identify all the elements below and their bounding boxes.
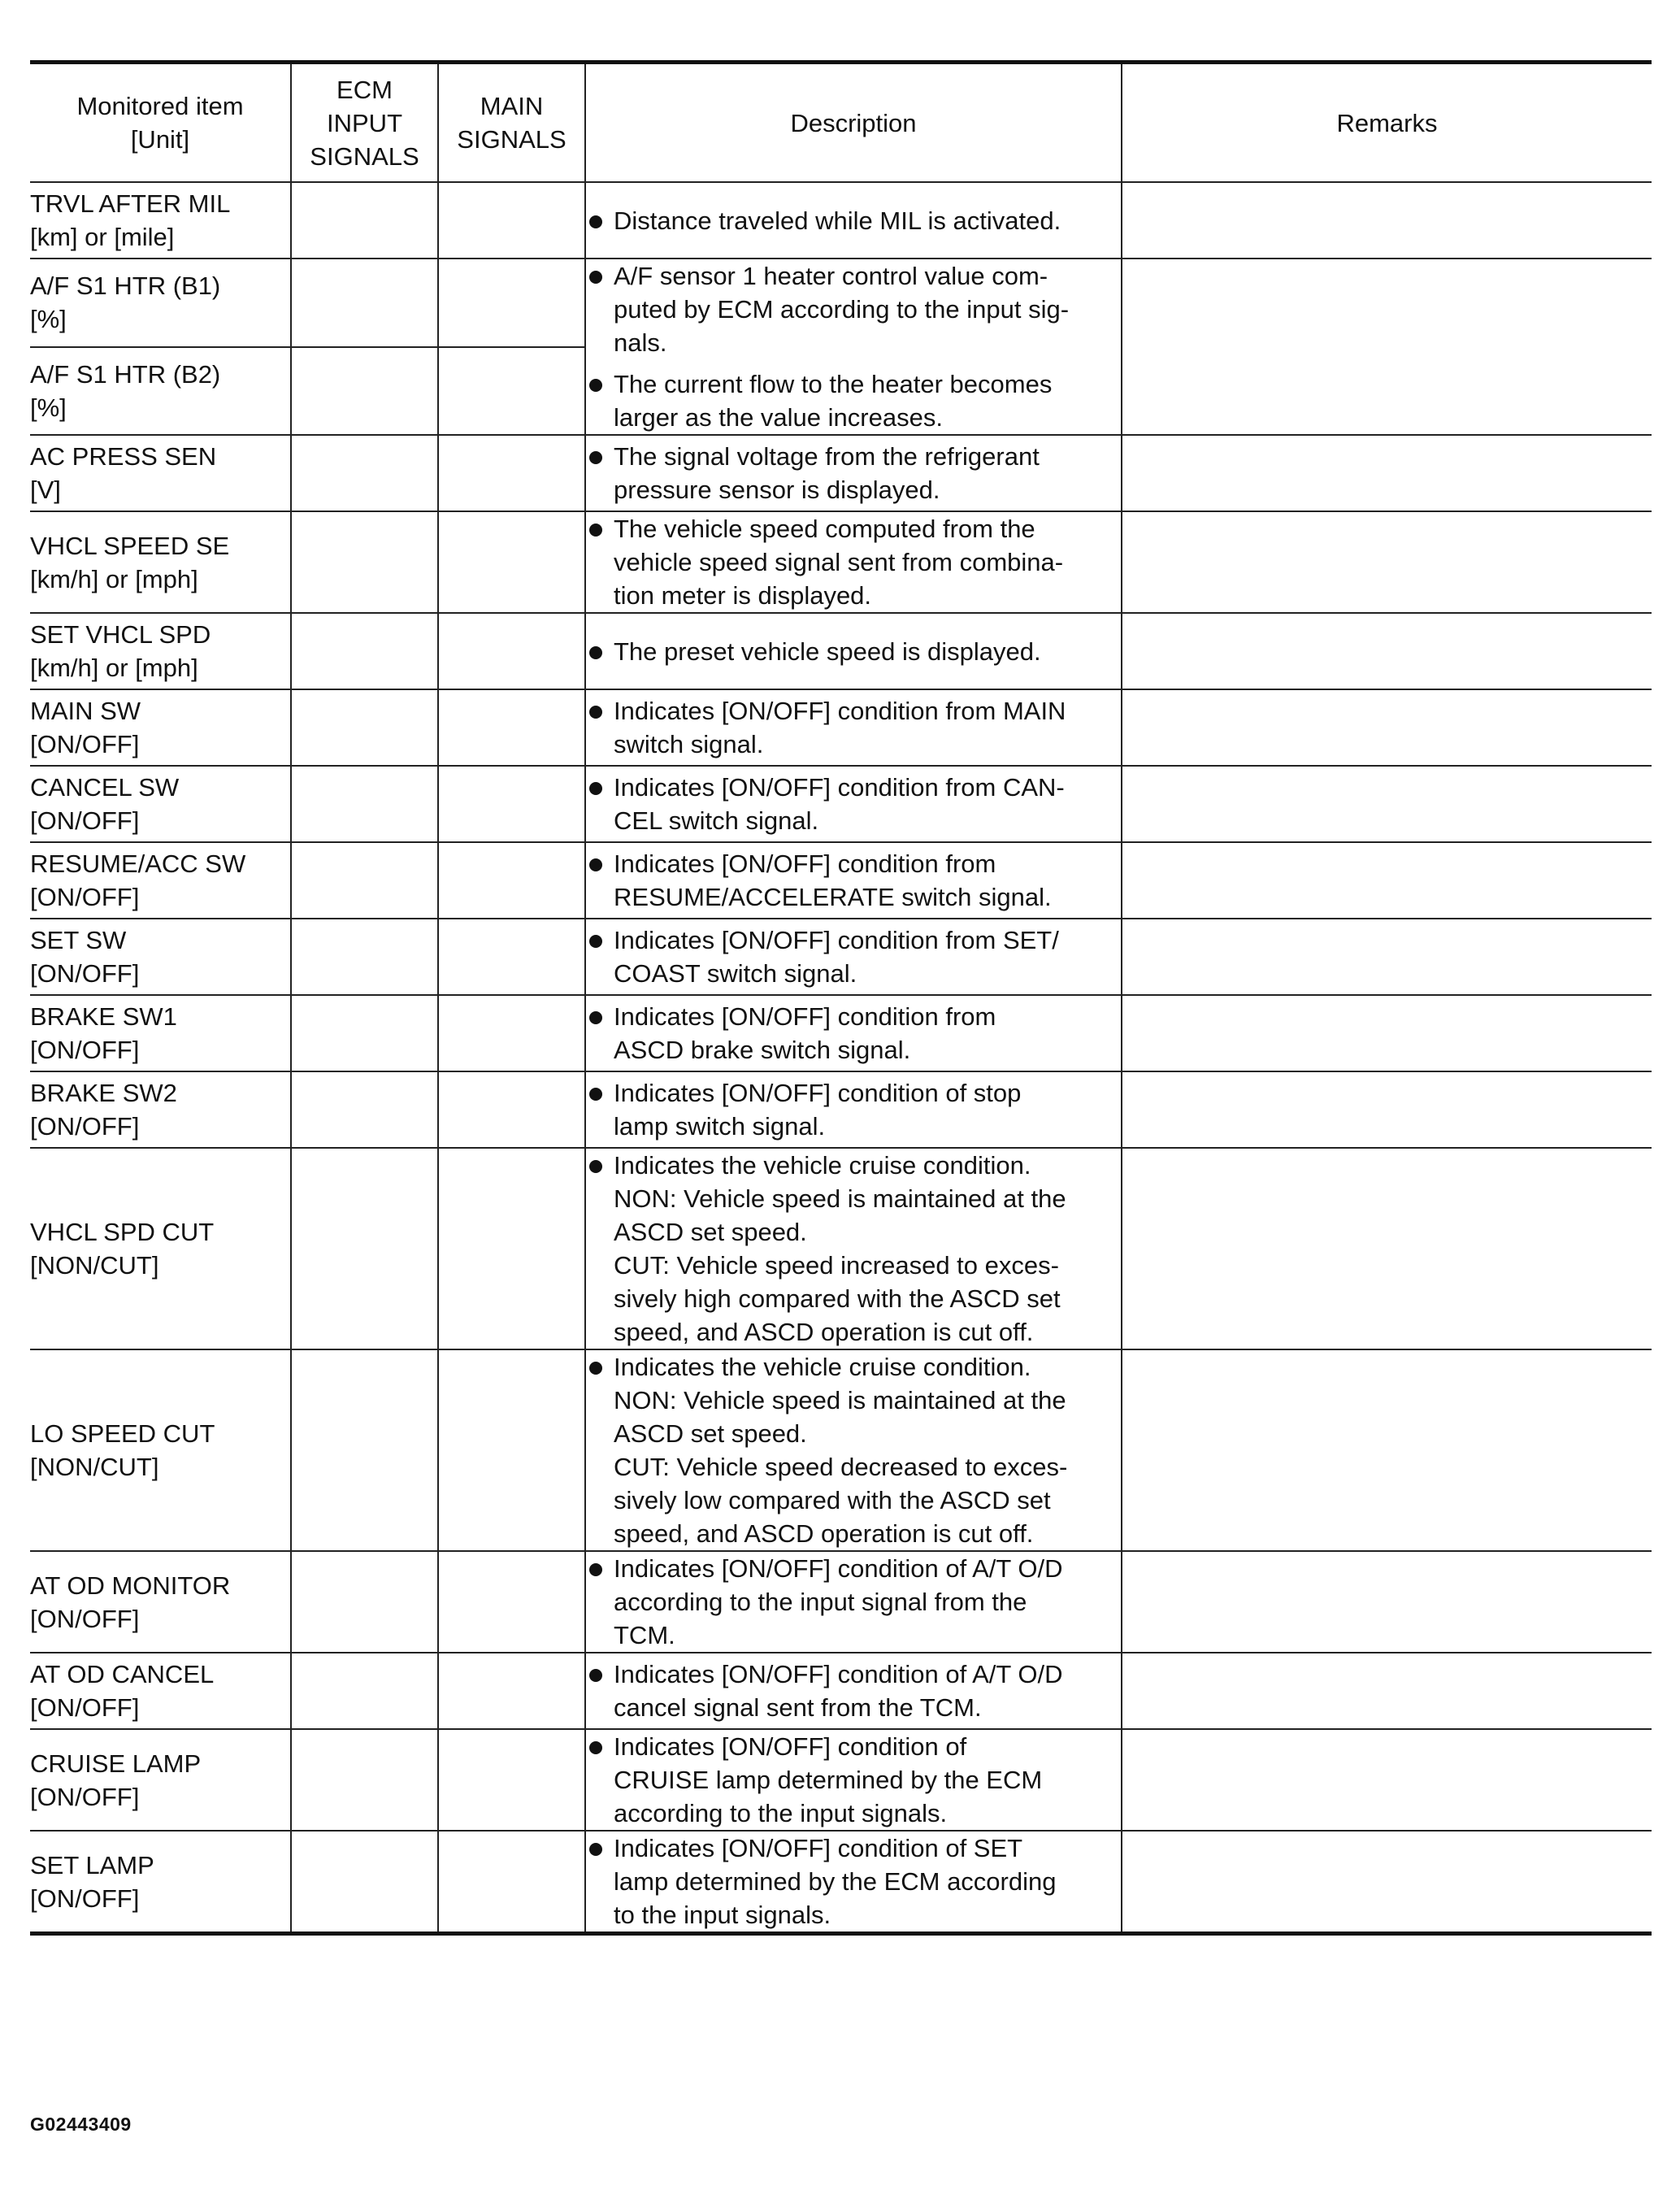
bullet-dot-icon — [589, 858, 602, 871]
main-signals-cell — [438, 182, 585, 259]
description-cell — [585, 919, 1122, 995]
bullet-dot-icon — [589, 215, 602, 228]
monitored-item-cell: AC PRESS SEN [V] — [30, 435, 291, 511]
bullet-dot-icon — [589, 706, 602, 719]
description-text: The vehicle speed computed from the vehicle speed signal sent from combina- tion meter is displayed. — [614, 515, 1064, 610]
header-remarks: Remarks — [1122, 63, 1652, 183]
bullet-dot-icon — [589, 524, 602, 537]
table-body — [30, 182, 1652, 1934]
bullet-dot-icon — [589, 1088, 602, 1101]
description-cell — [585, 689, 1122, 766]
main-signals-cell — [438, 1831, 585, 1934]
remarks-cell — [1122, 613, 1652, 689]
main-signals-cell — [438, 1349, 585, 1551]
header-description: Description — [585, 63, 1122, 183]
header-main-signals: MAIN SIGNALS — [438, 63, 585, 183]
table-row — [30, 1831, 1652, 1934]
table-row — [30, 435, 1652, 511]
remarks-cell — [1122, 842, 1652, 919]
description-bullet — [586, 635, 1121, 668]
table-row — [30, 182, 1652, 259]
table-row — [30, 1653, 1652, 1729]
description-text: The signal voltage from the refrigerant pressure sensor is displayed. — [614, 442, 1040, 504]
bullet-dot-icon — [589, 1563, 602, 1576]
monitored-item-cell: CRUISE LAMP [ON/OFF] — [30, 1729, 291, 1831]
main-signals-cell — [438, 435, 585, 511]
monitored-item-cell: SET VHCL SPD [km/h] or [mph] — [30, 613, 291, 689]
remarks-cell — [1122, 435, 1652, 511]
main-signals-cell — [438, 995, 585, 1071]
description-bullet — [586, 1730, 1121, 1830]
description-cell — [585, 1551, 1122, 1653]
table-row — [30, 1349, 1652, 1551]
monitored-item-cell: TRVL AFTER MIL [km] or [mile] — [30, 182, 291, 259]
table-row — [30, 1551, 1652, 1653]
description-bullet — [586, 440, 1121, 506]
remarks-cell — [1122, 1653, 1652, 1729]
ecm-input-cell — [291, 347, 438, 436]
description-cell — [585, 435, 1122, 511]
remarks-cell — [1122, 1349, 1652, 1551]
main-signals-cell — [438, 1653, 585, 1729]
table-row — [30, 995, 1652, 1071]
bullet-dot-icon — [589, 1843, 602, 1856]
table-row — [30, 259, 1652, 347]
description-bullet — [586, 1076, 1121, 1143]
description-bullet — [586, 1000, 1121, 1067]
ecm-input-cell — [291, 995, 438, 1071]
remarks-cell — [1122, 182, 1652, 259]
description-cell — [585, 1071, 1122, 1148]
remarks-cell — [1122, 766, 1652, 842]
monitored-item-cell: BRAKE SW2 [ON/OFF] — [30, 1071, 291, 1148]
ecm-input-cell — [291, 259, 438, 347]
description-text: Indicates [ON/OFF] condition of A/T O/D cancel signal sent from the TCM. — [614, 1660, 1063, 1722]
monitored-item-cell: A/F S1 HTR (B1) [%] — [30, 259, 291, 347]
ecm-input-cell — [291, 1551, 438, 1653]
description-cell — [585, 259, 1122, 435]
ecm-input-cell — [291, 182, 438, 259]
ecm-input-cell — [291, 1349, 438, 1551]
remarks-cell — [1122, 1729, 1652, 1831]
description-bullet — [586, 512, 1121, 612]
table-row — [30, 766, 1652, 842]
description-bullet — [586, 1658, 1121, 1724]
description-bullet — [586, 204, 1121, 237]
description-cell — [585, 1729, 1122, 1831]
ecm-input-cell — [291, 511, 438, 613]
description-text: Indicates [ON/OFF] condition from MAIN switch signal. — [614, 697, 1066, 758]
bullet-dot-icon — [589, 1362, 602, 1375]
description-cell — [585, 842, 1122, 919]
monitored-item-cell: A/F S1 HTR (B2) [%] — [30, 347, 291, 436]
monitored-item-cell: AT OD MONITOR [ON/OFF] — [30, 1551, 291, 1653]
main-signals-cell — [438, 842, 585, 919]
monitored-item-cell: MAIN SW [ON/OFF] — [30, 689, 291, 766]
description-text: Indicates [ON/OFF] condition from ASCD brake switch signal. — [614, 1002, 996, 1064]
main-signals-cell — [438, 1729, 585, 1831]
figure-id: G02443409 — [30, 2114, 132, 2135]
description-bullet — [586, 771, 1121, 837]
table-row — [30, 1729, 1652, 1831]
header-ecm-input-signals: ECM INPUT SIGNALS — [291, 63, 438, 183]
remarks-cell — [1122, 1831, 1652, 1934]
description-bullet — [586, 694, 1121, 761]
ecm-input-cell — [291, 689, 438, 766]
bullet-dot-icon — [589, 379, 602, 392]
monitored-item-cell: VHCL SPD CUT [NON/CUT] — [30, 1148, 291, 1349]
main-signals-cell — [438, 259, 585, 347]
description-bullet — [586, 259, 1121, 359]
description-text: Indicates [ON/OFF] condition of stop lamp switch signal. — [614, 1079, 1022, 1141]
monitored-item-cell: LO SPEED CUT [NON/CUT] — [30, 1349, 291, 1551]
bullet-dot-icon — [589, 782, 602, 795]
description-cell — [585, 511, 1122, 613]
monitor-item-table — [30, 60, 1652, 1936]
description-text: Distance traveled while MIL is activated. — [614, 206, 1061, 235]
ecm-input-cell — [291, 435, 438, 511]
main-signals-cell — [438, 1071, 585, 1148]
monitored-item-cell: RESUME/ACC SW [ON/OFF] — [30, 842, 291, 919]
main-signals-cell — [438, 1148, 585, 1349]
description-cell — [585, 995, 1122, 1071]
ecm-input-cell — [291, 613, 438, 689]
description-text: Indicates [ON/OFF] condition from SET/ COAST switch signal. — [614, 926, 1059, 988]
table-row — [30, 1148, 1652, 1349]
bullet-dot-icon — [589, 271, 602, 284]
remarks-cell — [1122, 995, 1652, 1071]
ecm-input-cell — [291, 1729, 438, 1831]
description-bullet — [586, 1832, 1121, 1931]
description-text: Indicates [ON/OFF] condition of CRUISE lamp determined by the ECM according to the input signals. — [614, 1732, 1043, 1827]
main-signals-cell — [438, 766, 585, 842]
remarks-cell — [1122, 1148, 1652, 1349]
table-row — [30, 511, 1652, 613]
main-signals-cell — [438, 1551, 585, 1653]
monitored-item-cell: CANCEL SW [ON/OFF] — [30, 766, 291, 842]
main-signals-cell — [438, 613, 585, 689]
description-text: The preset vehicle speed is displayed. — [614, 637, 1041, 666]
ecm-input-cell — [291, 1071, 438, 1148]
bullet-dot-icon — [589, 1741, 602, 1754]
monitored-item-cell: VHCL SPEED SE [km/h] or [mph] — [30, 511, 291, 613]
bullet-dot-icon — [589, 1669, 602, 1682]
bullet-dot-icon — [589, 646, 602, 659]
description-text: Indicates [ON/OFF] condition from RESUME/ACCELERATE switch signal. — [614, 849, 1052, 911]
main-signals-cell — [438, 689, 585, 766]
description-cell — [585, 766, 1122, 842]
description-cell — [585, 1653, 1122, 1729]
monitored-item-cell: AT OD CANCEL [ON/OFF] — [30, 1653, 291, 1729]
description-bullet — [586, 367, 1121, 434]
remarks-cell — [1122, 1071, 1652, 1148]
description-bullet — [586, 1149, 1121, 1349]
description-cell — [585, 1831, 1122, 1934]
ecm-input-cell — [291, 766, 438, 842]
bullet-dot-icon — [589, 451, 602, 464]
remarks-cell — [1122, 689, 1652, 766]
monitored-item-cell: SET LAMP [ON/OFF] — [30, 1831, 291, 1934]
description-text: A/F sensor 1 heater control value com- puted by ECM according to the input sig- nals. — [614, 262, 1070, 357]
description-cell — [585, 182, 1122, 259]
description-text: Indicates the vehicle cruise condition. NON: Vehicle speed is maintained at the ASCD set speed. CUT: Vehicle speed increased to exces- sively high compared with the ASCD set speed, and ASCD operation is cut off. — [614, 1151, 1066, 1346]
table-row — [30, 613, 1652, 689]
monitored-item-cell: BRAKE SW1 [ON/OFF] — [30, 995, 291, 1071]
main-signals-cell — [438, 919, 585, 995]
description-bullet — [586, 923, 1121, 990]
description-bullet — [586, 1552, 1121, 1652]
bullet-dot-icon — [589, 1011, 602, 1024]
ecm-input-cell — [291, 1148, 438, 1349]
description-text: The current flow to the heater becomes larger as the value increases. — [614, 370, 1053, 432]
description-text: Indicates [ON/OFF] condition of SET lamp determined by the ECM according to the input signals. — [614, 1834, 1057, 1929]
description-cell — [585, 613, 1122, 689]
header-row — [30, 63, 1652, 183]
description-bullet — [586, 1350, 1121, 1550]
remarks-cell — [1122, 511, 1652, 613]
header-monitored-item: Monitored item [Unit] — [30, 63, 291, 183]
description-cell — [585, 1349, 1122, 1551]
ecm-input-cell — [291, 842, 438, 919]
remarks-cell — [1122, 259, 1652, 435]
main-signals-cell — [438, 511, 585, 613]
main-signals-cell — [438, 347, 585, 436]
description-text: Indicates [ON/OFF] condition from CAN- CEL switch signal. — [614, 773, 1065, 835]
table-row — [30, 842, 1652, 919]
ecm-input-cell — [291, 1831, 438, 1934]
remarks-cell — [1122, 919, 1652, 995]
description-text: Indicates the vehicle cruise condition. NON: Vehicle speed is maintained at the ASCD set speed. CUT: Vehicle speed decreased to exces- sively low compared with the ASCD set speed, and ASCD operation is cut off. — [614, 1353, 1068, 1548]
table-row — [30, 1071, 1652, 1148]
bullet-dot-icon — [589, 935, 602, 948]
description-text: Indicates [ON/OFF] condition of A/T O/D according to the input signal from the TCM. — [614, 1554, 1063, 1649]
remarks-cell — [1122, 1551, 1652, 1653]
ecm-input-cell — [291, 919, 438, 995]
table-row — [30, 919, 1652, 995]
table-row — [30, 689, 1652, 766]
description-cell — [585, 1148, 1122, 1349]
ecm-input-cell — [291, 1653, 438, 1729]
bullet-dot-icon — [589, 1160, 602, 1173]
description-bullet — [586, 847, 1121, 914]
monitored-item-cell: SET SW [ON/OFF] — [30, 919, 291, 995]
